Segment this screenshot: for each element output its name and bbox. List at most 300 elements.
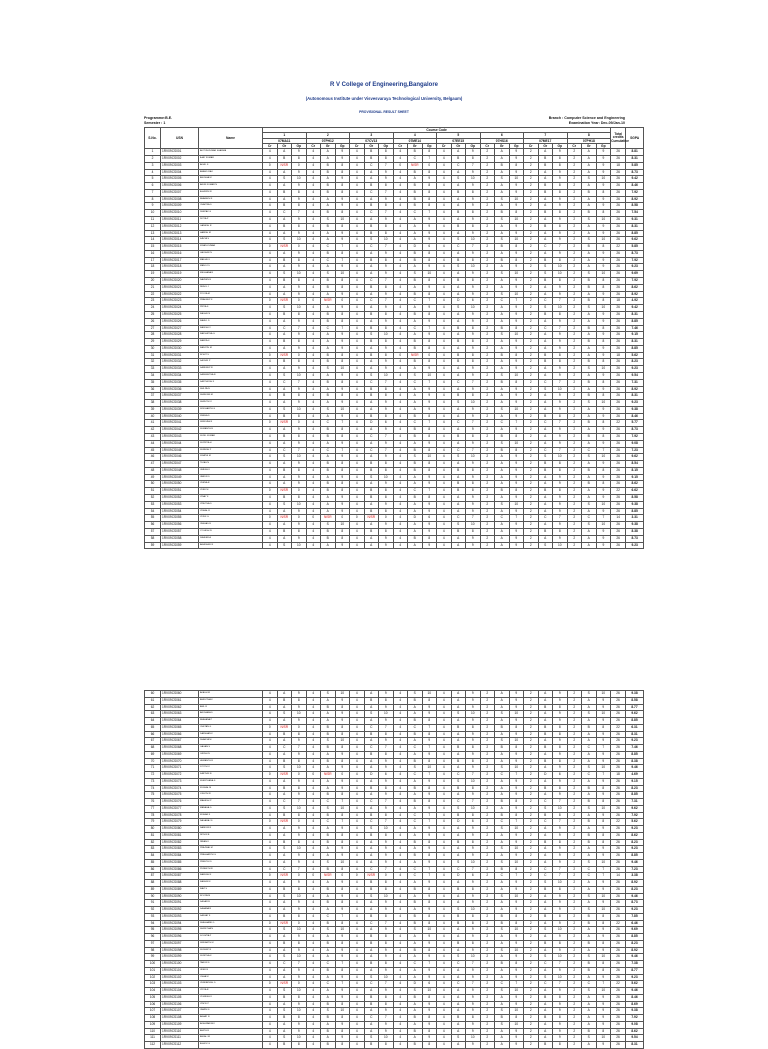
grade-point-cell: 8 xyxy=(335,758,350,765)
grade-cell: A xyxy=(277,535,292,542)
grade-point-cell: 8 xyxy=(292,528,307,535)
credit-cell: 4 xyxy=(437,846,452,853)
credit-cell: 4 xyxy=(393,724,408,731)
grade-point-cell: 9 xyxy=(596,257,611,264)
grade-cell: A xyxy=(321,339,336,346)
grade-cell: A xyxy=(582,372,597,379)
grade-cell: S xyxy=(495,846,510,853)
sgpa-cell: 7.31 xyxy=(626,379,644,386)
grade-point-cell: 9 xyxy=(335,880,350,887)
grade-point-cell: 8 xyxy=(509,447,524,454)
grade-cell: A xyxy=(408,230,423,237)
table-row xyxy=(145,535,644,542)
grade-cell: S xyxy=(582,988,597,995)
credit-cell: 4 xyxy=(350,799,365,806)
usn-cell: 1RV09CS061 xyxy=(161,697,199,704)
sgpa-cell: 7.85 xyxy=(626,913,644,920)
grade-cell: A xyxy=(451,1001,466,1008)
grade-cell: S xyxy=(321,691,336,698)
credit-cell: 4 xyxy=(263,826,278,833)
credit-cell: 4 xyxy=(263,210,278,217)
credit-cell: 4 xyxy=(263,318,278,325)
grade-point-cell: 10 xyxy=(335,927,350,934)
usn-cell: 1RV09CS074 xyxy=(161,785,199,792)
grade-point-cell: 8 xyxy=(335,832,350,839)
grade-cell: B xyxy=(277,940,292,947)
grade-point-cell: 8 xyxy=(553,758,568,765)
credit-cell: 4 xyxy=(393,176,408,183)
grade-cell: S xyxy=(277,406,292,413)
sno-cell: 29 xyxy=(145,339,161,346)
grade-point-cell: 9 xyxy=(292,169,307,176)
total-credits-cell: 26 xyxy=(611,758,626,765)
grade-cell: A xyxy=(277,859,292,866)
credit-cell: 2 xyxy=(567,940,582,947)
grade-cell: C xyxy=(495,772,510,779)
credit-cell: 4 xyxy=(350,988,365,995)
credit-cell: 4 xyxy=(437,183,452,190)
grade-point-cell: 7 xyxy=(422,772,437,779)
credit-cell: 4 xyxy=(393,785,408,792)
grade-point-cell: 9 xyxy=(466,217,481,224)
credit-cell: 4 xyxy=(393,967,408,974)
grade-point-cell: 8 xyxy=(379,311,394,318)
credit-cell: 2 xyxy=(567,927,582,934)
table-row xyxy=(145,291,644,298)
grade-cell: B xyxy=(364,886,379,893)
sgpa-cell: 9.23 xyxy=(626,264,644,271)
course-number-8: 8 xyxy=(567,133,611,138)
grade-point-cell: 9 xyxy=(466,738,481,745)
grade-cell: S xyxy=(582,1035,597,1042)
grade-cell: A xyxy=(495,359,510,366)
grade-point-cell: 9 xyxy=(292,345,307,352)
grade-point-cell: 8 xyxy=(422,535,437,542)
sno-cell: 30 xyxy=(145,345,161,352)
table-row xyxy=(145,900,644,907)
grade-point-cell: 9 xyxy=(379,522,394,529)
grade-point-cell: 8 xyxy=(509,1015,524,1022)
grade-cell: N/SR xyxy=(277,352,292,359)
grade-cell: A xyxy=(321,332,336,339)
credit-cell: 4 xyxy=(437,237,452,244)
sno-cell: 40 xyxy=(145,413,161,420)
credit-cell: 4 xyxy=(393,853,408,860)
grade-point-cell: 9 xyxy=(553,481,568,488)
grade-cell: C xyxy=(364,379,379,386)
grade-point-cell: 7 xyxy=(422,745,437,752)
grade-cell: A xyxy=(538,893,553,900)
grade-point-cell: 9 xyxy=(596,345,611,352)
sgpa-cell: 9.46 xyxy=(626,859,644,866)
grade-point-cell: 8 xyxy=(466,488,481,495)
credit-cell: 2 xyxy=(480,345,495,352)
grade-point-cell: 9 xyxy=(553,967,568,974)
total-credits-cell: 26 xyxy=(611,778,626,785)
grade-cell: S xyxy=(364,237,379,244)
sno-cell: 26 xyxy=(145,318,161,325)
grade-cell: C xyxy=(364,1015,379,1022)
grade-cell: A xyxy=(364,1021,379,1028)
credit-cell: 4 xyxy=(306,440,321,447)
grade-point-cell: 8 xyxy=(335,183,350,190)
credit-cell: 4 xyxy=(437,853,452,860)
credit-cell: 2 xyxy=(480,447,495,454)
credit-cell: 2 xyxy=(567,176,582,183)
grade-cell: S xyxy=(582,400,597,407)
grade-point-cell: 6 xyxy=(422,981,437,988)
grade-point-cell: 7 xyxy=(466,162,481,169)
credit-cell: 4 xyxy=(393,792,408,799)
credit-cell: 4 xyxy=(306,846,321,853)
grade-point-cell: 0 xyxy=(292,298,307,305)
name-cell: SANGEETHA B xyxy=(199,372,263,379)
name-cell: GIRISH N xyxy=(199,751,263,758)
grade-cell: B xyxy=(321,278,336,285)
name-cell: RASHMI K xyxy=(199,880,263,887)
credit-cell: 4 xyxy=(263,332,278,339)
grade-point-cell: 8 xyxy=(466,359,481,366)
grade-cell: S xyxy=(495,176,510,183)
credit-cell: 0 xyxy=(350,873,365,880)
grade-point-cell: 9 xyxy=(553,859,568,866)
grade-point-cell: 0 xyxy=(335,515,350,522)
credit-cell: 4 xyxy=(437,149,452,156)
grade-point-cell: 7 xyxy=(466,379,481,386)
credit-cell: 2 xyxy=(567,481,582,488)
credit-cell: 2 xyxy=(567,420,582,427)
total-credits-cell: 26 xyxy=(611,940,626,947)
credit-cell: 2 xyxy=(524,440,539,447)
credit-cell: 2 xyxy=(524,223,539,230)
credit-cell: 2 xyxy=(524,278,539,285)
credit-cell: 4 xyxy=(393,495,408,502)
credit-cell: 2 xyxy=(567,934,582,941)
grade-point-cell: 9 xyxy=(466,149,481,156)
sgpa-cell: 8.85 xyxy=(626,853,644,860)
total-credits-cell: 26 xyxy=(611,826,626,833)
credit-cell: 4 xyxy=(437,474,452,481)
grade-point-cell: 8 xyxy=(379,785,394,792)
table-row xyxy=(145,278,644,285)
sno-cell: 7 xyxy=(145,189,161,196)
credit-cell: 4 xyxy=(350,853,365,860)
credit-cell: 4 xyxy=(350,467,365,474)
grade-point-cell: 9 xyxy=(466,542,481,549)
grade-point-cell: 10 xyxy=(292,271,307,278)
credit-cell: 2 xyxy=(524,372,539,379)
sno-cell: 91 xyxy=(145,900,161,907)
credit-cell: 2 xyxy=(480,711,495,718)
grade-point-cell: 9 xyxy=(466,250,481,257)
grade-cell: C xyxy=(408,866,423,873)
grade-point-cell: 10 xyxy=(509,826,524,833)
grade-point-cell: 8 xyxy=(466,155,481,162)
grade-cell: B xyxy=(408,839,423,846)
grade-point-cell: 10 xyxy=(292,454,307,461)
credit-cell: 4 xyxy=(393,765,408,772)
sno-cell: 10 xyxy=(145,210,161,217)
grade-point-cell: 8 xyxy=(292,155,307,162)
credit-cell: 4 xyxy=(437,264,452,271)
grade-cell: A xyxy=(364,176,379,183)
credit-cell: 2 xyxy=(524,751,539,758)
grade-cell: A xyxy=(582,738,597,745)
grade-point-cell: 0 xyxy=(422,162,437,169)
credit-cell: 2 xyxy=(567,339,582,346)
sgpa-cell: 8.62 xyxy=(626,481,644,488)
grade-point-cell: 9 xyxy=(466,183,481,190)
grade-cell: A xyxy=(582,758,597,765)
grade-point-cell: 8 xyxy=(335,250,350,257)
credit-cell: 2 xyxy=(567,711,582,718)
name-cell: RAKSHITHA G xyxy=(199,332,263,339)
grade-point-cell: 9 xyxy=(379,839,394,846)
grade-cell: A xyxy=(321,826,336,833)
name-cell: KUSHAL M xyxy=(199,785,263,792)
grade-cell: B xyxy=(408,434,423,441)
credit-cell: 2 xyxy=(480,1015,495,1022)
grade-cell: C xyxy=(538,873,553,880)
grade-point-cell: 9 xyxy=(466,461,481,468)
sno-cell: 64 xyxy=(145,718,161,725)
grade-cell: B xyxy=(495,724,510,731)
grade-cell: A xyxy=(321,974,336,981)
credit-cell: 4 xyxy=(306,880,321,887)
grade-cell: S xyxy=(277,893,292,900)
table-row xyxy=(145,189,644,196)
grade-point-cell: 8 xyxy=(466,913,481,920)
grade-cell: B xyxy=(408,913,423,920)
grade-point-cell: 9 xyxy=(553,339,568,346)
grade-cell: A xyxy=(582,846,597,853)
grade-point-cell: 9 xyxy=(553,372,568,379)
grade-cell: C xyxy=(408,812,423,819)
grade-cell: S xyxy=(495,893,510,900)
grade-cell: A xyxy=(451,826,466,833)
grade-cell: A xyxy=(495,508,510,515)
credit-cell: 4 xyxy=(393,994,408,1001)
grade-cell: A xyxy=(495,792,510,799)
grade-cell: C xyxy=(364,724,379,731)
grade-point-cell: 7 xyxy=(379,799,394,806)
credit-cell: 4 xyxy=(437,799,452,806)
name-cell: SHILPA N xyxy=(199,386,263,393)
credit-cell: 2 xyxy=(567,1042,582,1049)
usn-cell: 1RV09CS109 xyxy=(161,1021,199,1028)
grade-cell: C xyxy=(451,866,466,873)
name-cell: YASHAS B xyxy=(199,522,263,529)
grade-cell: S xyxy=(582,176,597,183)
credit-cell: 4 xyxy=(393,298,408,305)
credit-cell: 4 xyxy=(263,250,278,257)
grade-cell: A xyxy=(451,440,466,447)
sno-cell: 42 xyxy=(145,427,161,434)
course-number-4: 4 xyxy=(393,133,437,138)
subhead-cr: Cr xyxy=(393,143,408,148)
credit-cell: 4 xyxy=(437,244,452,251)
grade-point-cell: 8 xyxy=(596,379,611,386)
grade-point-cell: 7 xyxy=(509,772,524,779)
table-row xyxy=(145,1028,644,1035)
credit-cell: 2 xyxy=(524,1042,539,1049)
grade-cell: A xyxy=(495,393,510,400)
grade-cell: A xyxy=(495,203,510,210)
grade-point-cell: 9 xyxy=(292,427,307,434)
usn-cell: 1RV09CS103 xyxy=(161,981,199,988)
credit-cell: 4 xyxy=(306,751,321,758)
usn-cell: 1RV09CS088 xyxy=(161,880,199,887)
credit-cell: 2 xyxy=(567,427,582,434)
grade-cell: A xyxy=(538,934,553,941)
grade-point-cell: 8 xyxy=(466,839,481,846)
grade-cell: B xyxy=(364,528,379,535)
credit-cell: 4 xyxy=(263,704,278,711)
grade-point-cell: 9 xyxy=(509,386,524,393)
grade-point-cell: 7 xyxy=(553,447,568,454)
sgpa-cell: 6.31 xyxy=(626,724,644,731)
sno-header: S.No. xyxy=(145,128,161,149)
grade-cell: A xyxy=(277,149,292,156)
grade-cell: A xyxy=(582,257,597,264)
grade-point-cell: 8 xyxy=(335,967,350,974)
grade-point-cell: 10 xyxy=(422,988,437,995)
credit-cell: 4 xyxy=(306,738,321,745)
grade-cell: B xyxy=(582,284,597,291)
sgpa-cell: 8.23 xyxy=(626,839,644,846)
credit-cell: 2 xyxy=(524,155,539,162)
credit-cell: 2 xyxy=(480,305,495,312)
sno-cell: 94 xyxy=(145,920,161,927)
grade-cell: B xyxy=(364,495,379,502)
grade-cell: B xyxy=(408,718,423,725)
grade-point-cell: 10 xyxy=(509,1008,524,1015)
credit-cell: 2 xyxy=(480,772,495,779)
grade-cell: A xyxy=(364,427,379,434)
grade-cell: B xyxy=(408,535,423,542)
grade-point-cell: 8 xyxy=(379,832,394,839)
grade-cell: B xyxy=(408,413,423,420)
grade-cell: A xyxy=(408,542,423,549)
credit-cell: 4 xyxy=(393,522,408,529)
grade-cell: D xyxy=(538,772,553,779)
credit-cell: 4 xyxy=(393,711,408,718)
credit-cell: 4 xyxy=(306,900,321,907)
usn-cell: 1RV09CS057 xyxy=(161,528,199,535)
grade-cell: B xyxy=(495,961,510,968)
grade-point-cell: 8 xyxy=(379,961,394,968)
grade-point-cell: 8 xyxy=(596,420,611,427)
grade-cell: N/SR xyxy=(321,772,336,779)
grade-point-cell: 0 xyxy=(292,352,307,359)
credit-cell: 4 xyxy=(306,427,321,434)
grade-cell: A xyxy=(451,386,466,393)
grade-point-cell: 9 xyxy=(509,886,524,893)
credit-cell: 4 xyxy=(306,974,321,981)
credit-cell: 4 xyxy=(263,799,278,806)
credit-cell: 4 xyxy=(437,271,452,278)
grade-cell: B xyxy=(451,359,466,366)
credit-cell: 4 xyxy=(263,947,278,954)
grade-point-cell: 9 xyxy=(466,271,481,278)
grade-point-cell: 9 xyxy=(596,751,611,758)
grade-point-cell: 7 xyxy=(379,298,394,305)
name-cell: SUNITHA K xyxy=(199,954,263,961)
grade-point-cell: 10 xyxy=(379,826,394,833)
grade-cell: C xyxy=(451,244,466,251)
table-row xyxy=(145,940,644,947)
grade-cell: A xyxy=(364,291,379,298)
grade-point-cell: 9 xyxy=(509,427,524,434)
usn-cell: 1RV09CS009 xyxy=(161,203,199,210)
course-code-2: 07PH12 xyxy=(306,138,350,143)
credit-cell: 2 xyxy=(524,230,539,237)
grade-cell: A xyxy=(277,461,292,468)
grade-point-cell: 9 xyxy=(335,893,350,900)
usn-cell: 1RV09CS067 xyxy=(161,738,199,745)
grade-point-cell: 7 xyxy=(335,961,350,968)
grade-cell: B xyxy=(277,359,292,366)
usn-cell: 1RV09CS007 xyxy=(161,189,199,196)
usn-cell: 1RV09CS108 xyxy=(161,1015,199,1022)
grade-cell: A xyxy=(321,508,336,515)
usn-header: USN xyxy=(161,128,199,149)
credit-cell: 4 xyxy=(437,826,452,833)
grade-cell: S xyxy=(495,859,510,866)
credit-cell: 4 xyxy=(393,826,408,833)
grade-cell: S xyxy=(495,237,510,244)
grade-point-cell: 9 xyxy=(379,907,394,914)
credit-cell: 4 xyxy=(437,501,452,508)
credit-cell: 2 xyxy=(480,738,495,745)
subhead-gp: Gp xyxy=(466,143,481,148)
grade-point-cell: 9 xyxy=(596,880,611,887)
grade-cell: S xyxy=(277,805,292,812)
grade-point-cell: 9 xyxy=(466,345,481,352)
credit-cell: 0 xyxy=(263,772,278,779)
grade-point-cell: 7 xyxy=(509,873,524,880)
grade-cell: S xyxy=(582,501,597,508)
table-row xyxy=(145,1035,644,1042)
grade-cell: S xyxy=(321,927,336,934)
grade-cell: S xyxy=(408,691,423,698)
usn-cell: 1RV09CS093 xyxy=(161,913,199,920)
credit-cell: 4 xyxy=(437,427,452,434)
grade-cell: B xyxy=(451,155,466,162)
grade-cell: A xyxy=(364,765,379,772)
sno-cell: 46 xyxy=(145,454,161,461)
credit-cell: 4 xyxy=(306,495,321,502)
table-row xyxy=(145,893,644,900)
credit-cell: 2 xyxy=(480,413,495,420)
grade-point-cell: 8 xyxy=(553,724,568,731)
grade-point-cell: 8 xyxy=(553,278,568,285)
grade-point-cell: 9 xyxy=(379,481,394,488)
grade-cell: A xyxy=(364,691,379,698)
grade-cell: B xyxy=(538,758,553,765)
credit-cell: 2 xyxy=(567,223,582,230)
grade-point-cell: 0 xyxy=(292,420,307,427)
grade-cell: A xyxy=(451,947,466,954)
credit-cell: 2 xyxy=(524,447,539,454)
credit-cell: 4 xyxy=(437,832,452,839)
grade-point-cell: 0 xyxy=(422,352,437,359)
name-cell: RAHUL D xyxy=(199,318,263,325)
credit-cell: 4 xyxy=(263,434,278,441)
total-credits-cell: 26 xyxy=(611,366,626,373)
course-code-1: 07MA11 xyxy=(263,138,307,143)
credit-cell: 4 xyxy=(263,778,278,785)
